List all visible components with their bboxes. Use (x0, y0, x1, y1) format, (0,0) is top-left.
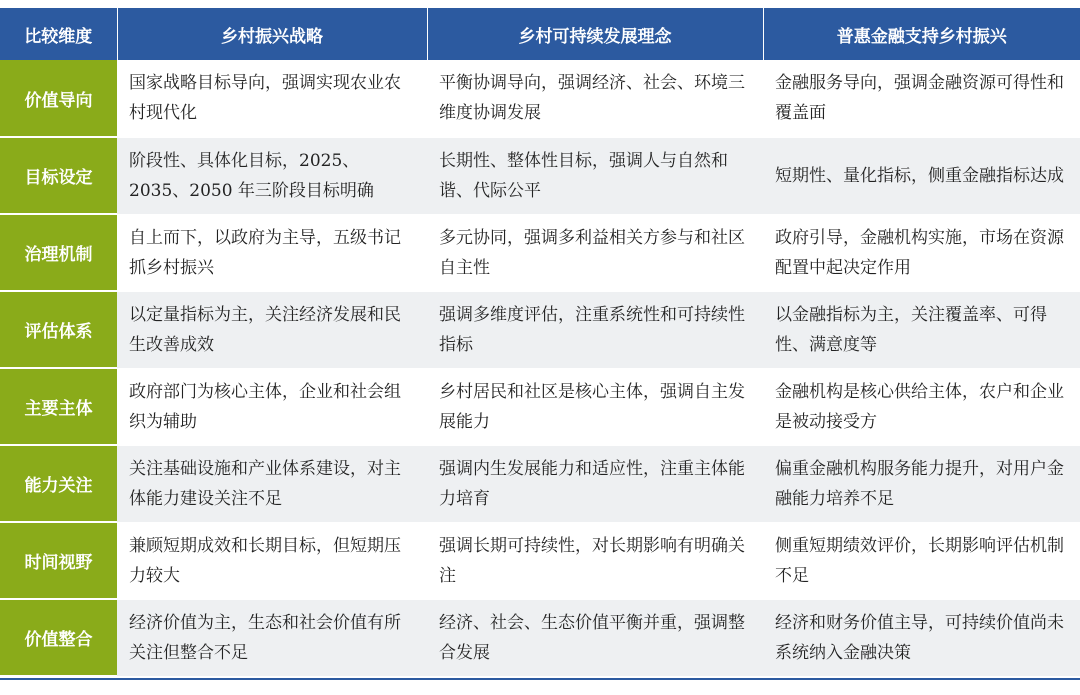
row-dimension: 价值导向 (0, 60, 117, 137)
table-cell: 政府部门为核心主体，企业和社会组织为辅助 (117, 368, 427, 445)
table-row (0, 368, 1080, 445)
comparison-table-container (0, 8, 1080, 678)
header-inclusive-finance: 普惠金融支持乡村振兴 (763, 8, 1080, 60)
table-row (0, 599, 1080, 676)
table-cell: 短期性、量化指标，侧重金融指标达成 (763, 137, 1080, 214)
table-bottom-rule (0, 678, 1080, 680)
row-dimension: 时间视野 (0, 522, 117, 599)
table-cell: 兼顾短期成效和长期目标，但短期压力较大 (117, 522, 427, 599)
table-cell: 自上而下，以政府为主导，五级书记抓乡村振兴 (117, 214, 427, 291)
table-cell: 经济、社会、生态价值平衡并重，强调整合发展 (427, 599, 763, 676)
table-header-row (0, 8, 1080, 60)
table-cell: 经济价值为主，生态和社会价值有所关注但整合不足 (117, 599, 427, 676)
table-row (0, 137, 1080, 214)
table-cell: 偏重金融机构服务能力提升，对用户金融能力培养不足 (763, 445, 1080, 522)
table-cell: 国家战略目标导向，强调实现农业农村现代化 (117, 60, 427, 137)
table-row (0, 445, 1080, 522)
row-dimension: 价值整合 (0, 599, 117, 676)
table-cell: 强调长期可持续性，对长期影响有明确关注 (427, 522, 763, 599)
table-cell: 乡村居民和社区是核心主体，强调自主发展能力 (427, 368, 763, 445)
table-row (0, 522, 1080, 599)
header-rural-revitalization: 乡村振兴战略 (117, 8, 427, 60)
table-cell: 政府引导，金融机构实施，市场在资源配置中起决定作用 (763, 214, 1080, 291)
header-dimension: 比较维度 (0, 8, 117, 60)
table-row (0, 291, 1080, 368)
table-cell: 关注基础设施和产业体系建设，对主体能力建设关注不足 (117, 445, 427, 522)
table-cell: 侧重短期绩效评价，长期影响评估机制不足 (763, 522, 1080, 599)
table-cell: 以定量指标为主，关注经济发展和民生改善成效 (117, 291, 427, 368)
table-cell: 阶段性、具体化目标，2025、2035、2050 年三阶段目标明确 (117, 137, 427, 214)
table-cell: 金融机构是核心供给主体，农户和企业是被动接受方 (763, 368, 1080, 445)
table-cell: 强调内生发展能力和适应性，注重主体能力培育 (427, 445, 763, 522)
table-row (0, 214, 1080, 291)
table-cell: 平衡协调导向，强调经济、社会、环境三维度协调发展 (427, 60, 763, 137)
comparison-table (0, 8, 1080, 677)
table-cell: 强调多维度评估，注重系统性和可持续性指标 (427, 291, 763, 368)
row-dimension: 治理机制 (0, 214, 117, 291)
table-cell: 经济和财务价值主导，可持续价值尚未系统纳入金融决策 (763, 599, 1080, 676)
row-dimension: 目标设定 (0, 137, 117, 214)
table-cell: 长期性、整体性目标，强调人与自然和谐、代际公平 (427, 137, 763, 214)
table-cell: 多元协同，强调多利益相关方参与和社区自主性 (427, 214, 763, 291)
table-cell: 以金融指标为主，关注覆盖率、可得性、满意度等 (763, 291, 1080, 368)
row-dimension: 评估体系 (0, 291, 117, 368)
row-dimension: 主要主体 (0, 368, 117, 445)
row-dimension: 能力关注 (0, 445, 117, 522)
header-sustainable-development: 乡村可持续发展理念 (427, 8, 763, 60)
table-row (0, 60, 1080, 137)
table-cell: 金融服务导向，强调金融资源可得性和覆盖面 (763, 60, 1080, 137)
